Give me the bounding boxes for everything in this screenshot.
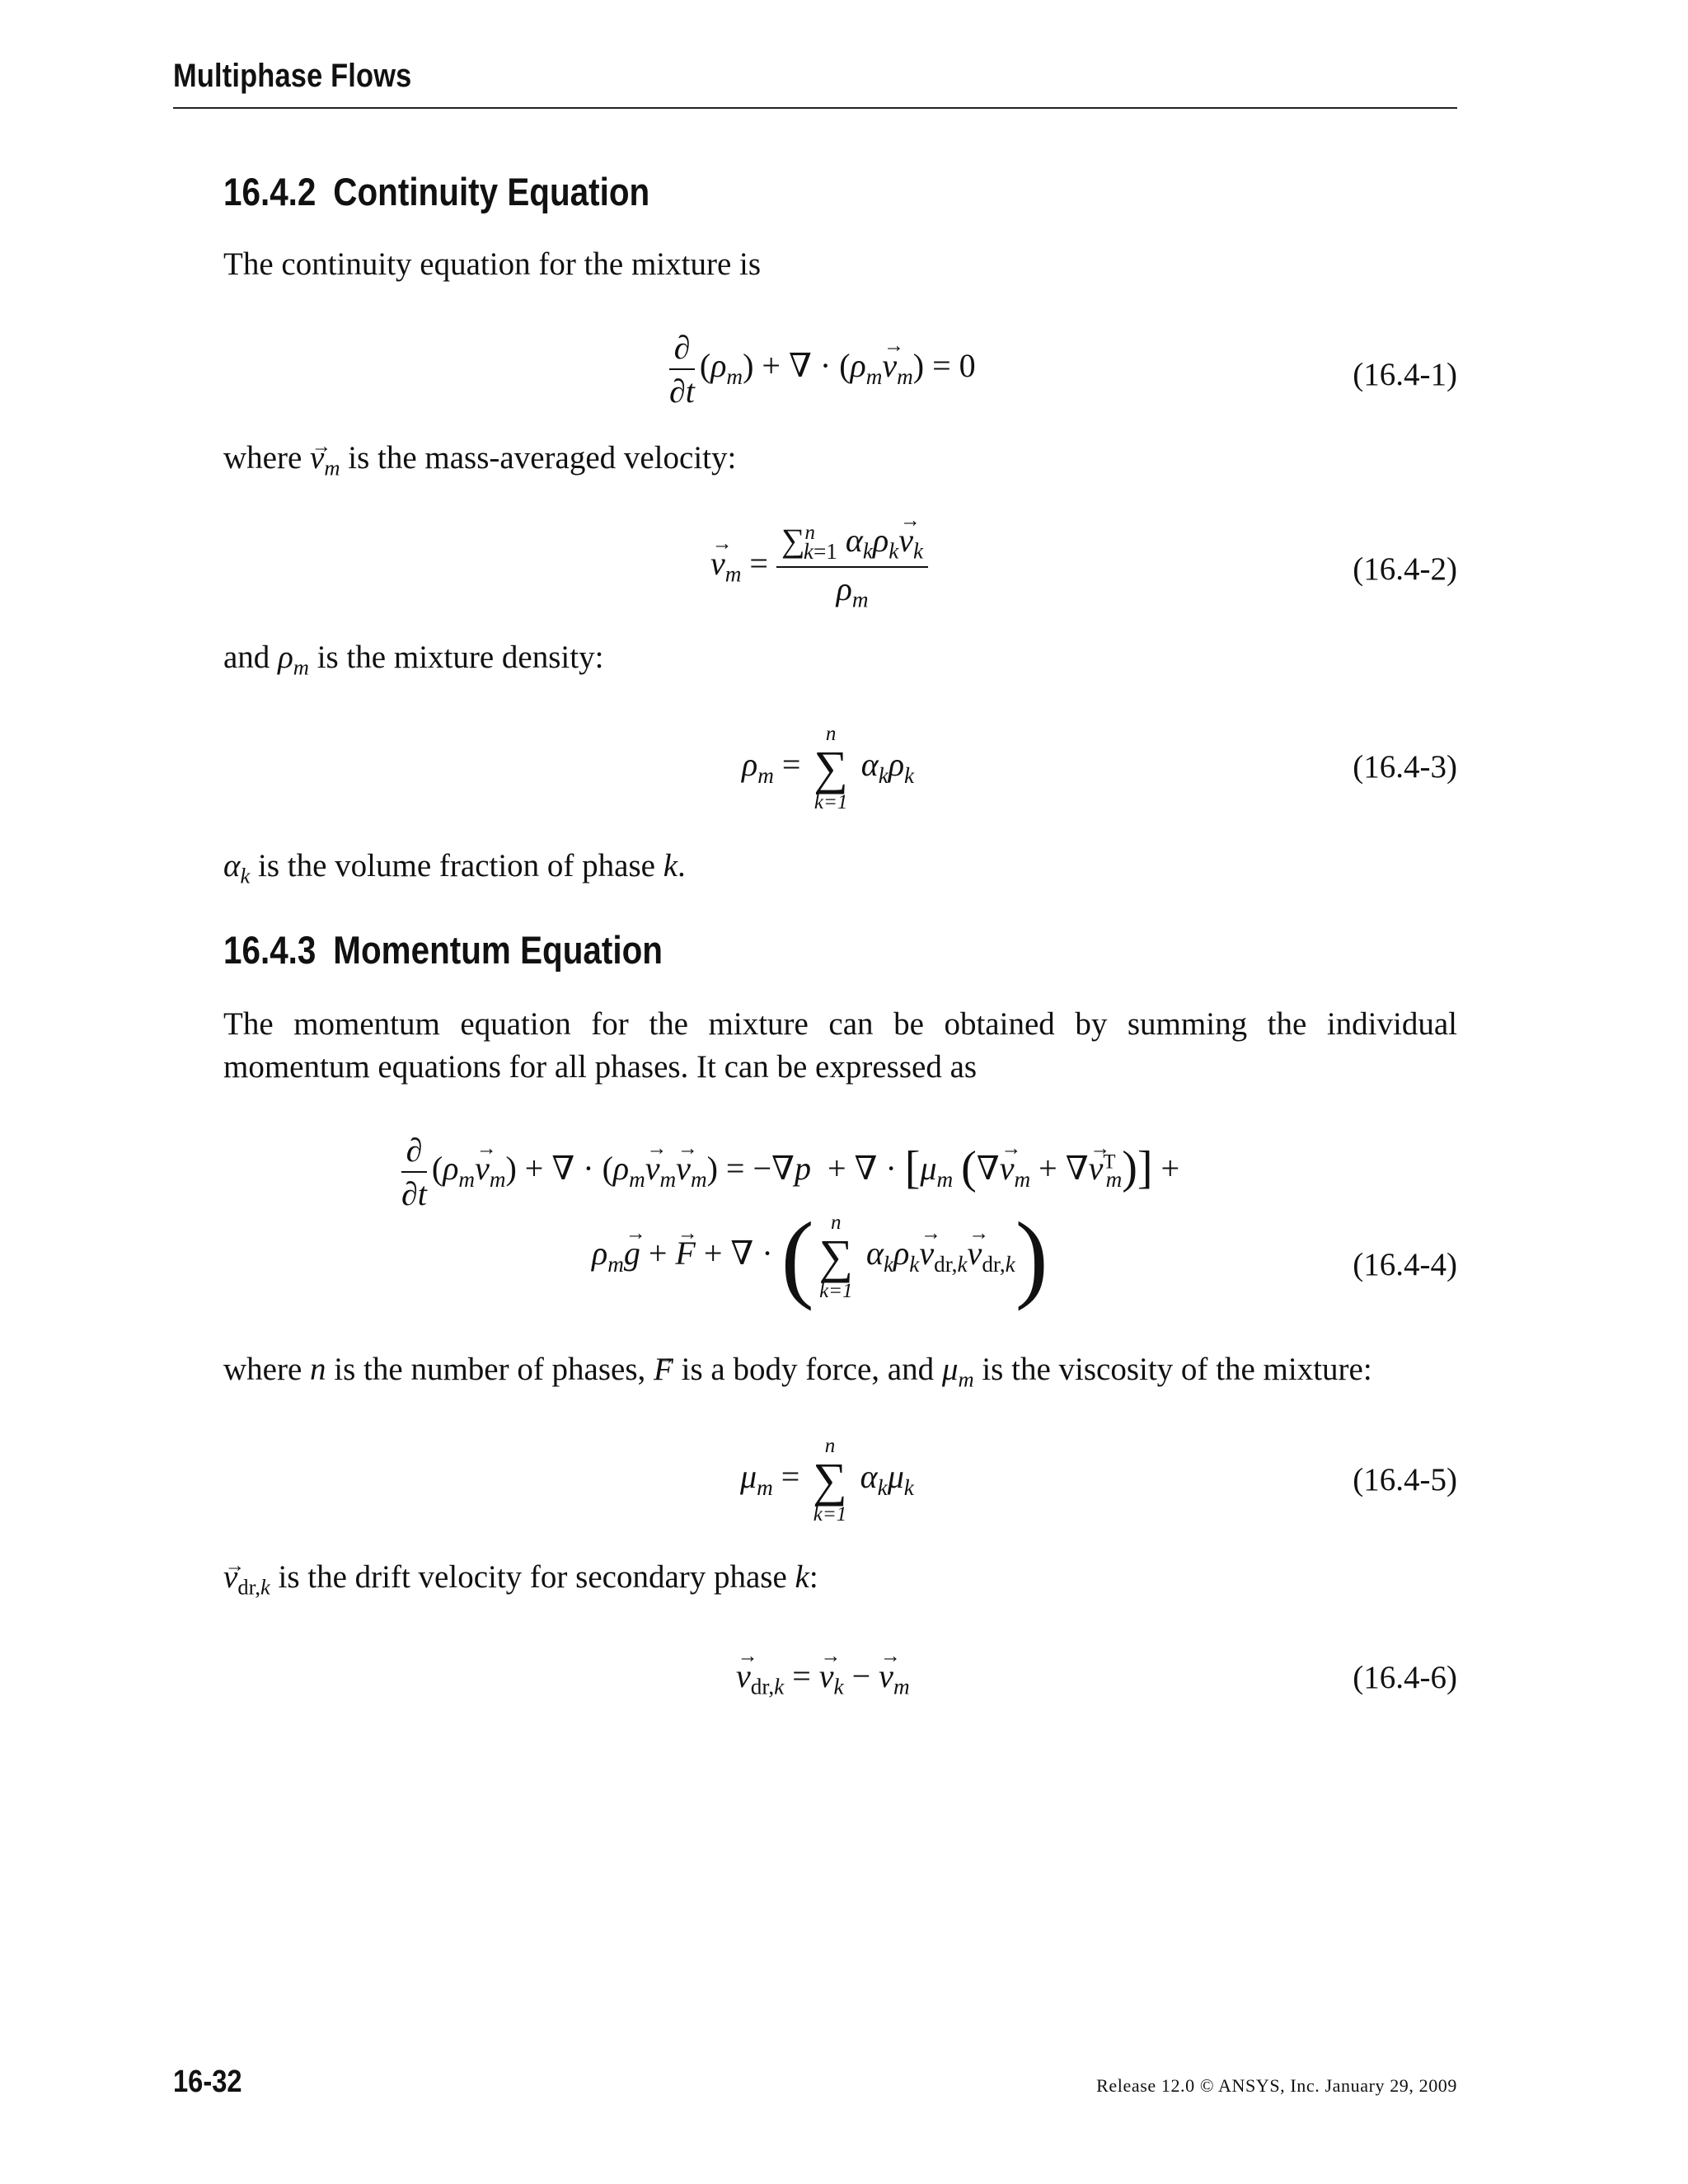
text-body-force: is a body force, and [681, 1352, 935, 1387]
running-head: Multiphase Flows [173, 58, 412, 94]
text-where: where [223, 440, 302, 476]
text-number-of-phases: is the number of phases, [334, 1352, 646, 1387]
header-rule [173, 107, 1457, 109]
equation-number: (16.4-4) [1353, 1247, 1457, 1282]
equation-number: (16.4-2) [1353, 551, 1457, 587]
paragraph-volume-fraction: $\alpha_k$ is the volume fraction of phase k. [223, 848, 686, 888]
page-number: 16-32 [173, 2064, 242, 2099]
text-where: where [223, 1352, 302, 1387]
paragraph-body-force-viscosity: where n is the number of phases, → F is a body force, and $\mu_m$ is the viscosity of the mixture: [223, 1348, 1457, 1400]
equation-mass-averaged-velocity: → $v_m$ = $\frac{\sum^n_{k=1} \alpha_k\rho_k\to v_k}{\rho_m}$ [710, 521, 928, 612]
equation-number: (16.4-3) [1353, 749, 1457, 785]
text-drift-velocity: is the drift velocity for secondary phase [278, 1559, 787, 1595]
release-info: Release 12.0 © ANSYS, Inc. January 29, 2009 [1096, 2075, 1457, 2096]
text-volume-fraction: is the volume fraction of phase [258, 848, 655, 883]
equation-momentum-line-2: $\rho_m\to g$ + → F + ∇ · ( n ∑ k=1 $\alpha_k\rho_k\to v_{dr,k}\to v_{dr,k}$) [592, 1207, 1048, 1306]
equation-continuity: $\frac{\partial}{\partial t}$ $(\rho_m)$ + ∇ · $(\rho_m\to v_m) = 0$ [664, 328, 976, 410]
section-title: Continuity Equation [333, 170, 650, 213]
equation-drift-velocity: → $v_{dr,k}$ = → $v_k$ − → $v_m$ [736, 1657, 910, 1700]
equation-mixture-viscosity: $\mu_m$ = n ∑ k=1 $\alpha_k\mu_k$ [740, 1435, 914, 1526]
section-heading-continuity [223, 169, 649, 214]
paragraph-mixture-density: and $\rho_m$ is the mixture density: [223, 640, 604, 680]
paragraph-mass-averaged-velocity: where → $v_m$ is the mass-averaged velocity: [223, 437, 1457, 489]
text-mass-averaged-velocity: is the mass-averaged velocity: [348, 440, 737, 476]
section-number: 16.4.2 [223, 170, 316, 213]
text-mixture-density: is the mixture density: [316, 640, 604, 675]
paragraph-continuity-intro: The continuity equation for the mixture is [223, 246, 762, 282]
equation-number: (16.4-5) [1353, 1462, 1457, 1497]
equation-mixture-density: $\rho_m$ = n ∑ k=1 $\alpha_k\rho_k$ [742, 723, 915, 813]
equation-number: (16.4-1) [1353, 357, 1457, 392]
section-heading-momentum [223, 927, 663, 972]
paragraph-drift-velocity: → $v_{dr,k}$ is the drift velocity for secondary phase k: [223, 1556, 1457, 1608]
section-number: 16.4.3 [223, 928, 316, 972]
equation-momentum-line-1: $\frac{\partial}{\partial t}$ $(\rho_m\to v_m)$ + ∇ · $(\rho_m\to v_m\to v_m) = -\nabla p$ + ∇ · [$\mu_m$ (∇→ $v_m$ + ∇→ $v^T_m$)] + [396, 1131, 1179, 1213]
text-and: and [223, 640, 270, 675]
equation-number: (16.4-6) [1353, 1660, 1457, 1695]
paragraph-momentum-intro: The momentum equation for the mixture can be obtained by summing the individual momentum equations for all phases. It can be expressed as [223, 1006, 1457, 1085]
section-title: Momentum Equation [333, 928, 663, 972]
text-viscosity: is the viscosity of the mixture: [982, 1352, 1372, 1387]
